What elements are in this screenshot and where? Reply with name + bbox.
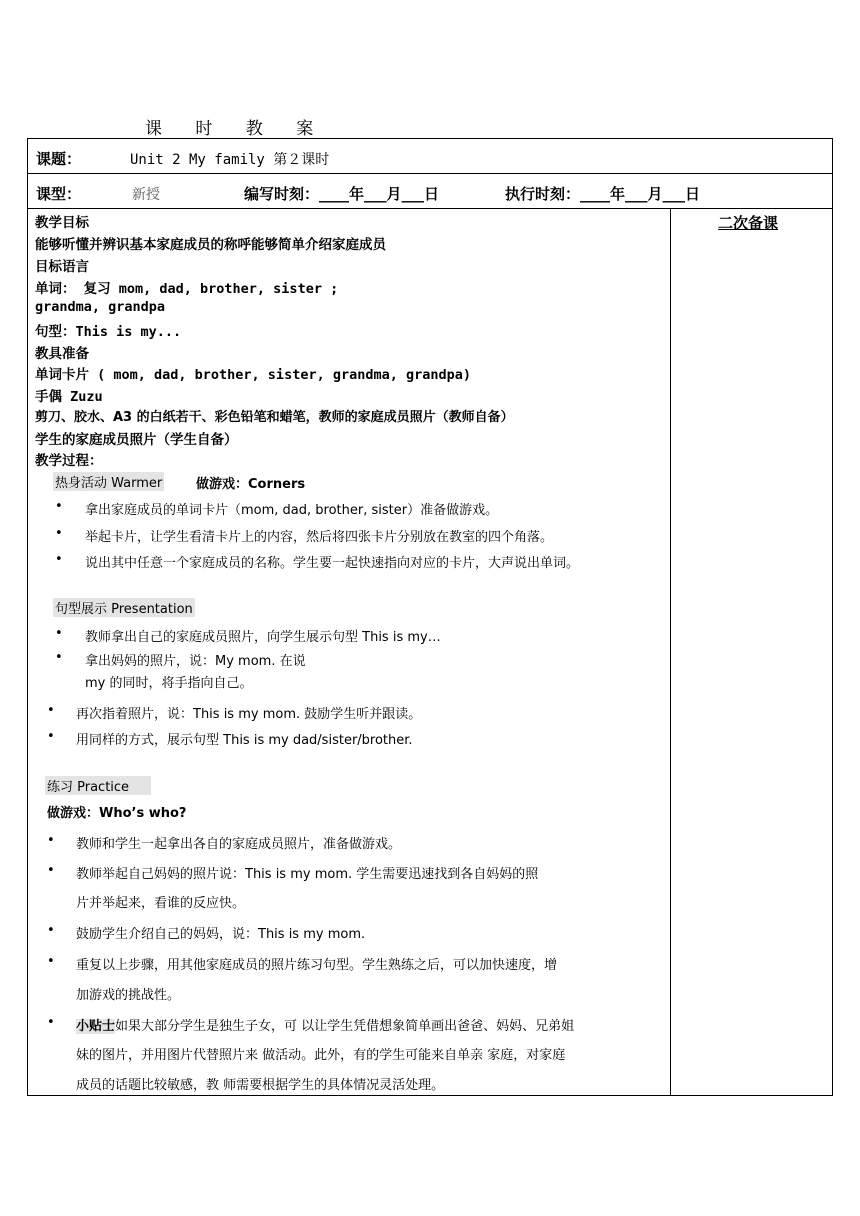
objectives-heading: 教学目标 xyxy=(35,215,89,231)
warmer-label: 热身活动 Warmer xyxy=(53,472,164,491)
vocabulary-line-2: grandma, grandpa xyxy=(35,299,166,315)
bullet-icon: • xyxy=(55,499,63,514)
tip-text: 如果大部分学生是独生子女，可 以让学生凭借想象简单画出爸爸、妈妈、兄弟姐 xyxy=(115,1019,575,1034)
materials-heading: 教具准备 xyxy=(35,346,89,362)
lesson-type-value: 新授 xyxy=(132,187,160,203)
warmer-item: 举起卡片，让学生看清卡片上的内容，然后将四张卡片分别放在教室的四个角落。 xyxy=(85,530,554,545)
bullet-icon: • xyxy=(47,954,55,969)
row-divider xyxy=(28,208,832,209)
student-photos-line: 学生的家庭成员照片（学生自备） xyxy=(35,432,238,448)
warmer-item: 拿出家庭成员的单词卡片（mom, dad, brother, sister）准备做游戏。 xyxy=(85,503,499,518)
objectives-text: 能够听懂并辨识基本家庭成员的称呼能够简单介绍家庭成员 xyxy=(35,237,386,253)
warmer-game: 做游戏：Corners xyxy=(196,477,306,492)
presentation-label: 句型展示 Presentation xyxy=(53,598,195,617)
bullet-icon: • xyxy=(55,552,63,567)
bullet-icon: • xyxy=(55,526,63,541)
practice-item: 鼓励学生介绍自己的妈妈，说：This is my mom. xyxy=(76,927,366,942)
bullet-icon: • xyxy=(47,1015,55,1030)
practice-label: 练习 Practice xyxy=(45,776,151,795)
warmer-item: 说出其中任意一个家庭成员的名称。学生要一起快速指向对应的卡片，大声说出单词。 xyxy=(85,556,580,571)
target-language-heading: 目标语言 xyxy=(35,259,89,275)
bullet-icon: • xyxy=(55,650,63,665)
execute-date: 执行时刻：____年___月___日 xyxy=(505,185,701,203)
practice-item-continued: 加游戏的挑战性。 xyxy=(76,988,181,1003)
lesson-plan-table xyxy=(27,138,833,1096)
presentation-item-continued: my 的同时，将手指向自己。 xyxy=(85,676,253,691)
sentence-pattern: 句型：This is my... xyxy=(35,324,182,340)
bullet-icon: • xyxy=(47,923,55,938)
bullet-icon: • xyxy=(55,626,63,641)
column-divider xyxy=(670,208,671,1095)
bullet-icon: • xyxy=(47,703,55,718)
practice-item: 教师举起自己妈妈的照片说：This is my mom. 学生需要迅速找到各自妈妈的照 xyxy=(76,867,539,882)
practice-item-continued: 片并举起来，看谁的反应快。 xyxy=(76,896,246,911)
presentation-item: 拿出妈妈的照片，说：My mom. 在说 xyxy=(85,654,306,669)
tip-label: 小贴士 xyxy=(76,1019,116,1034)
word-cards-line: 单词卡片 ( mom, dad, brother, sister, grandma, grandpa) xyxy=(35,367,472,383)
presentation-item: 再次指着照片，说：This is my mom. 鼓励学生听并跟读。 xyxy=(76,707,422,722)
lesson-type-label: 课型： xyxy=(36,185,82,203)
presentation-item: 教师拿出自己的家庭成员照片，向学生展示句型 This is my… xyxy=(85,630,441,645)
tip-item-continued: 成员的话题比较敏感，教 师需要根据学生的具体情况灵活处理。 xyxy=(76,1078,445,1093)
puppet-line: 手偶 Zuzu xyxy=(35,389,103,405)
supplies-line: 剪刀、胶水、A3 的白纸若干、彩色铅笔和蜡笔，教师的家庭成员照片（教师自备） xyxy=(35,410,514,425)
practice-item: 教师和学生一起拿出各自的家庭成员照片，准备做游戏。 xyxy=(76,837,402,852)
tip-item-continued: 妹的图片，并用图片代替照片来 做活动。此外，有的学生可能来自单亲 家庭，对家庭 xyxy=(76,1048,566,1063)
vocabulary-line: 单词： 复习 mom, dad, brother, sister ; xyxy=(35,281,339,297)
row-divider xyxy=(28,173,832,174)
second-prep-heading: 二次备课 xyxy=(718,214,779,232)
practice-game: 做游戏：Who’s who? xyxy=(47,806,187,821)
process-heading: 教学过程： xyxy=(35,453,103,469)
bullet-icon: • xyxy=(47,863,55,878)
bullet-icon: • xyxy=(47,833,55,848)
presentation-item: 用同样的方式，展示句型 This is my dad/sister/brother. xyxy=(76,733,413,748)
practice-item: 重复以上步骤，用其他家庭成员的照片练习句型。学生熟练之后，可以加快速度，增 xyxy=(76,958,558,973)
tip-item xyxy=(76,1015,574,1034)
bullet-icon: • xyxy=(47,729,55,744)
page-title: 课 时 教 案 xyxy=(145,119,328,139)
topic-label: 课题： xyxy=(36,150,82,168)
compile-date: 编写时刻：____年___月___日 xyxy=(244,185,440,203)
topic-value: Unit 2 My family 第２课时 xyxy=(130,152,330,168)
